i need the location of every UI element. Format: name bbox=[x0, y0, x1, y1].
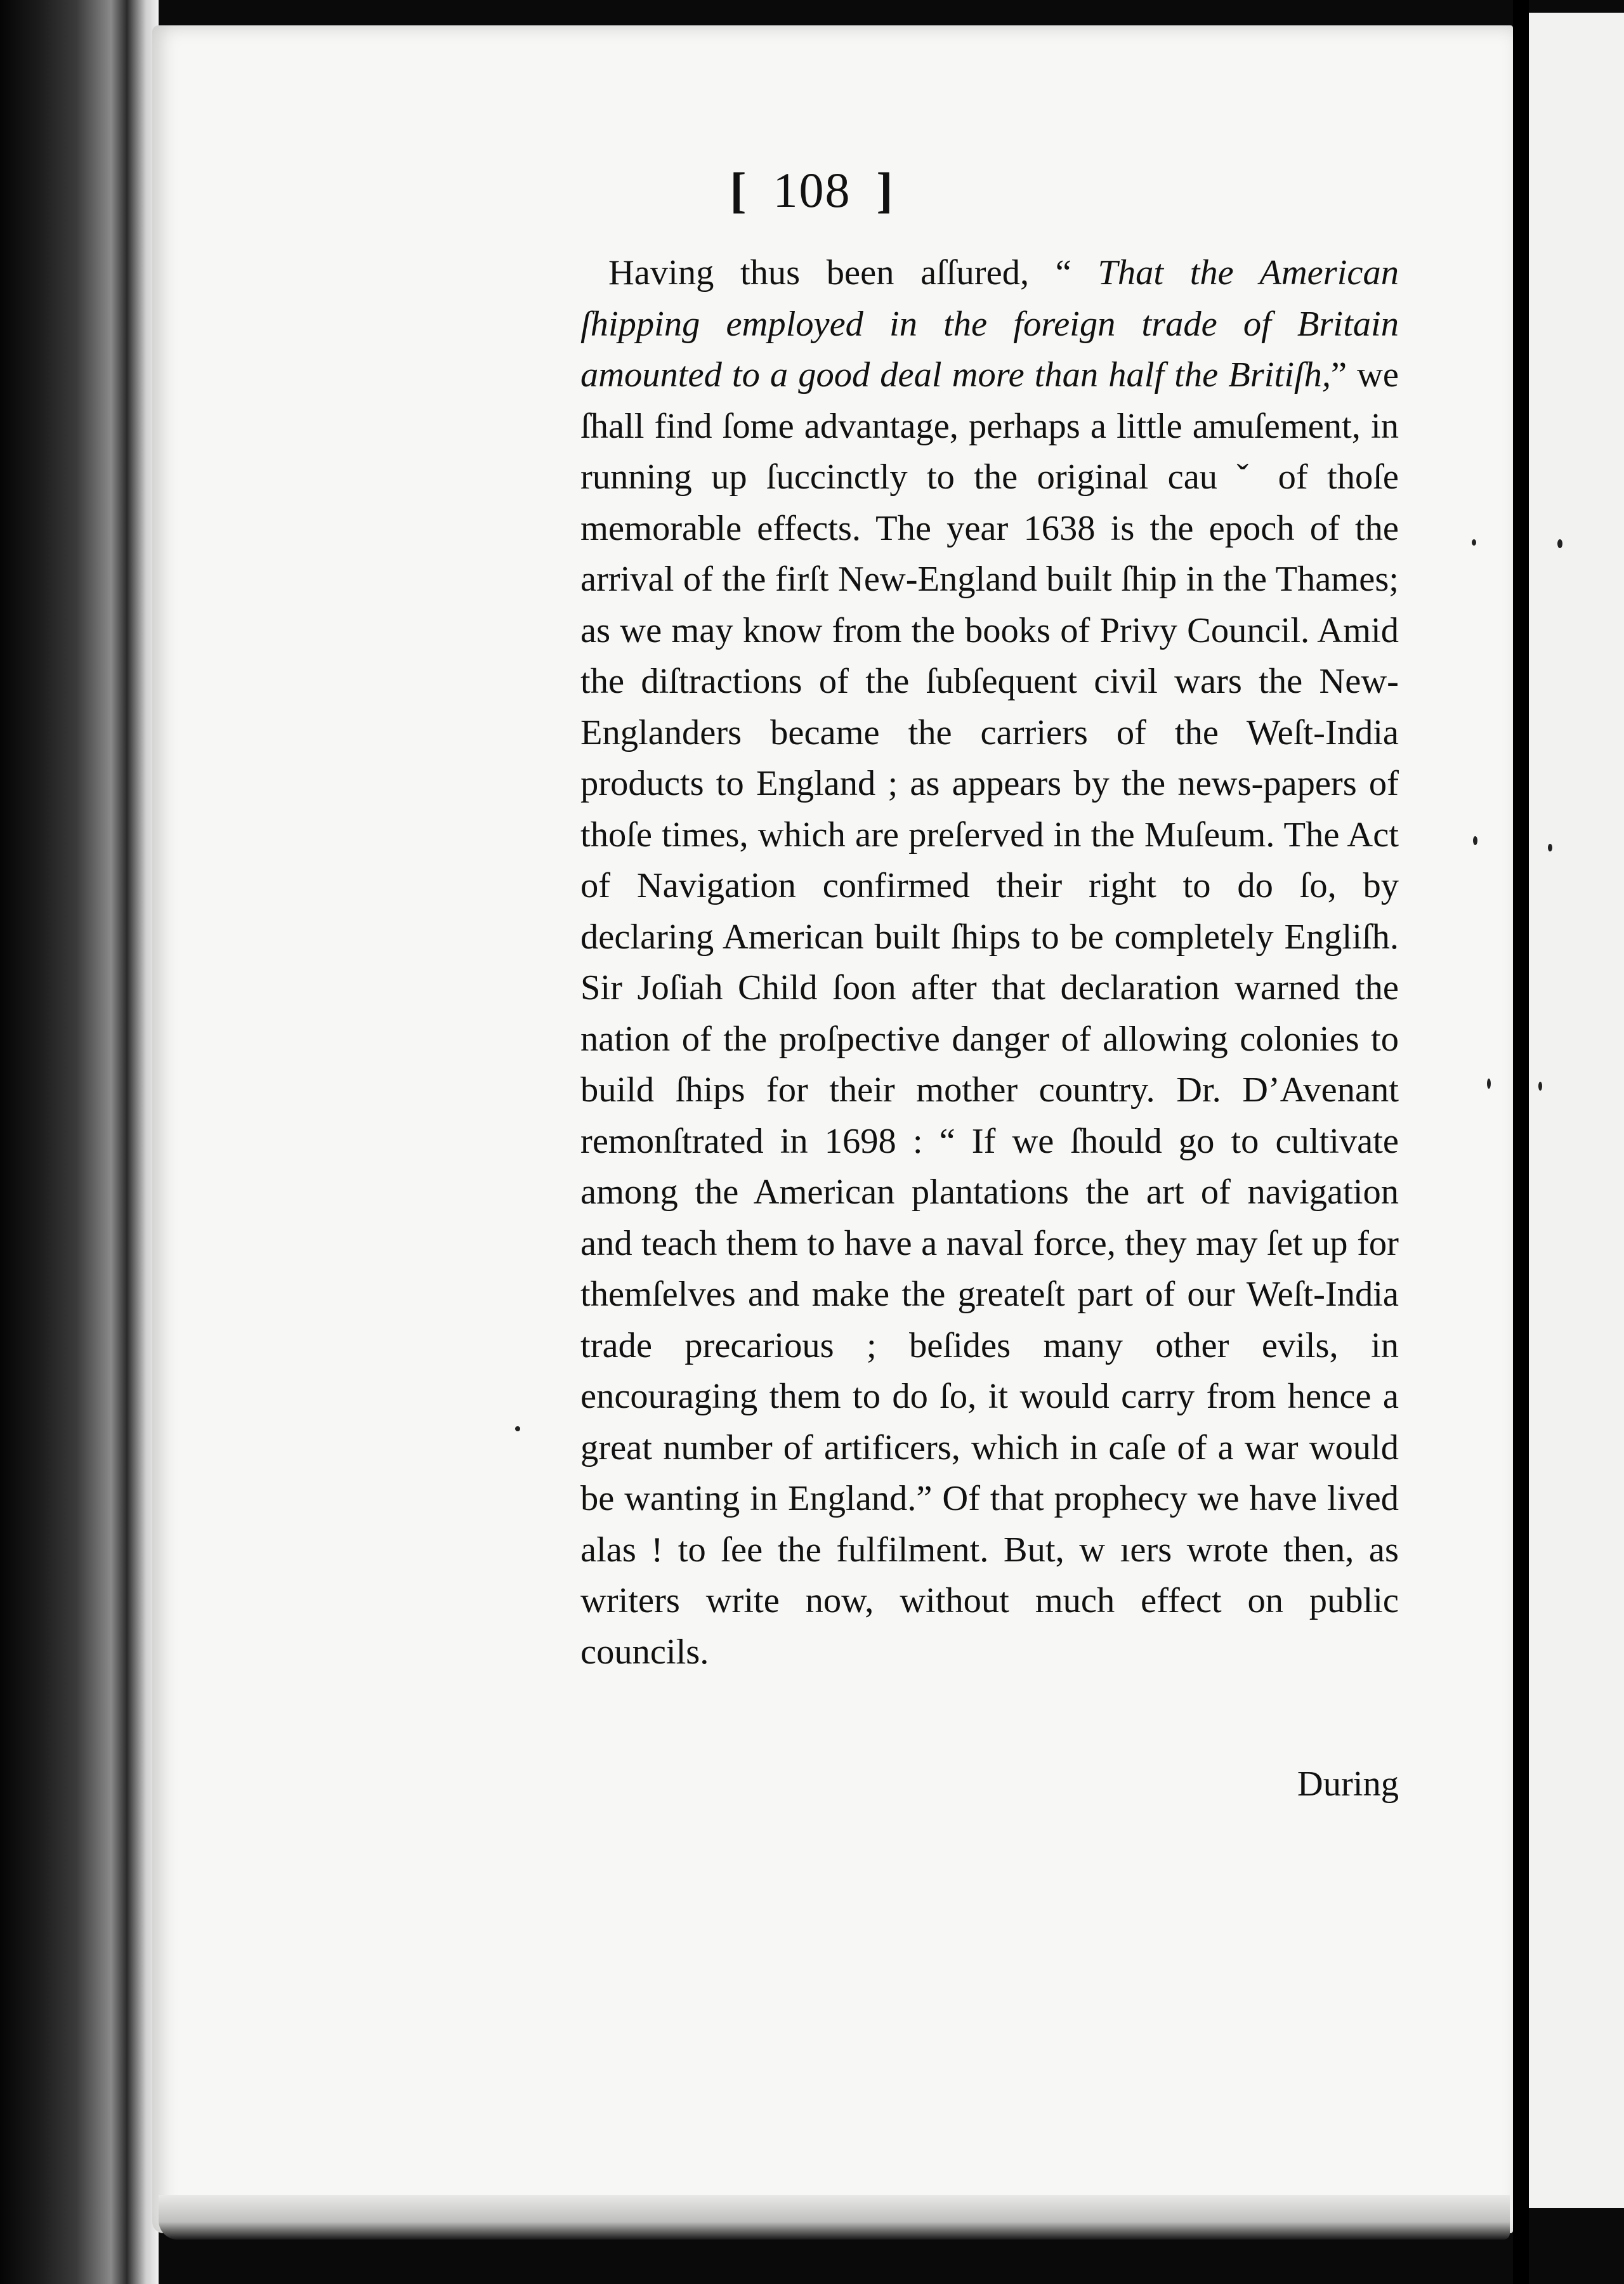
speck-mark bbox=[515, 1426, 520, 1431]
page-header bbox=[0, 162, 1624, 219]
speck-mark bbox=[1487, 1079, 1491, 1089]
catchword: During bbox=[1297, 1764, 1399, 1804]
page-number: 108 bbox=[773, 162, 851, 218]
speck-mark bbox=[1472, 539, 1476, 546]
facing-page-edge bbox=[1529, 13, 1624, 2208]
italic-quote: That the American ſhipping employed in the foreign trade of Britain amounted to a good deal more than half the Britiſh, bbox=[580, 253, 1399, 395]
speck-mark bbox=[1548, 844, 1552, 851]
speck-mark bbox=[1473, 836, 1477, 845]
page-bottom-edge bbox=[159, 2195, 1510, 2240]
speck-mark bbox=[1538, 1082, 1542, 1091]
text-after-quote: ” we ſhall find ſome advantage, perhaps a little amuſement, in running up ſuccinctly to the original cau ˇ of thoſe memorable effects. The year 1638 is the epoch of the arrival of the firſt New-England built ſhip in the Thames; as we may know from the books of Privy Council. Amid the diſtractions of the ſubſequent civil wars the New-Englanders became the carriers of the Weſt-India products to England ; as appears by the news-papers of thoſe times, which are preſerved in the Muſeum. The Act of Navigation confirmed their right to do ſo, by declaring American built ſhips to be completely Engliſh. Sir Joſiah Child ſoon after that declaration warned the nation of the proſpective danger of allowing colonies to build ſhips for their mother country. Dr. D’Avenant remonſtrated in 1698 : “ If we ſhould go to cultivate among the American plantations the art of navigation and teach them to have a naval force, they may ſet up for themſelves and make the greateſt part of our Weſt-India trade precarious ; beſides many other evils, in encouraging them to do ſo, it would carry from hence a great number of artificers, which in caſe of a war would be wanting in England.” Of that prophecy we have lived alas ! to ſee the fulfilment. But, w ıers wrote then, as writers write now, without much effect on public councils. bbox=[580, 355, 1399, 1672]
book-binding-gutter bbox=[0, 0, 159, 2284]
speck-mark bbox=[1557, 539, 1562, 548]
page-gap bbox=[1513, 0, 1529, 2284]
header-bracket-open: [ bbox=[730, 162, 748, 218]
text-before-quote: Having thus been aſſured, “ bbox=[608, 253, 1098, 292]
body-paragraph bbox=[580, 247, 1399, 1677]
header-bracket-close: ] bbox=[876, 162, 894, 218]
